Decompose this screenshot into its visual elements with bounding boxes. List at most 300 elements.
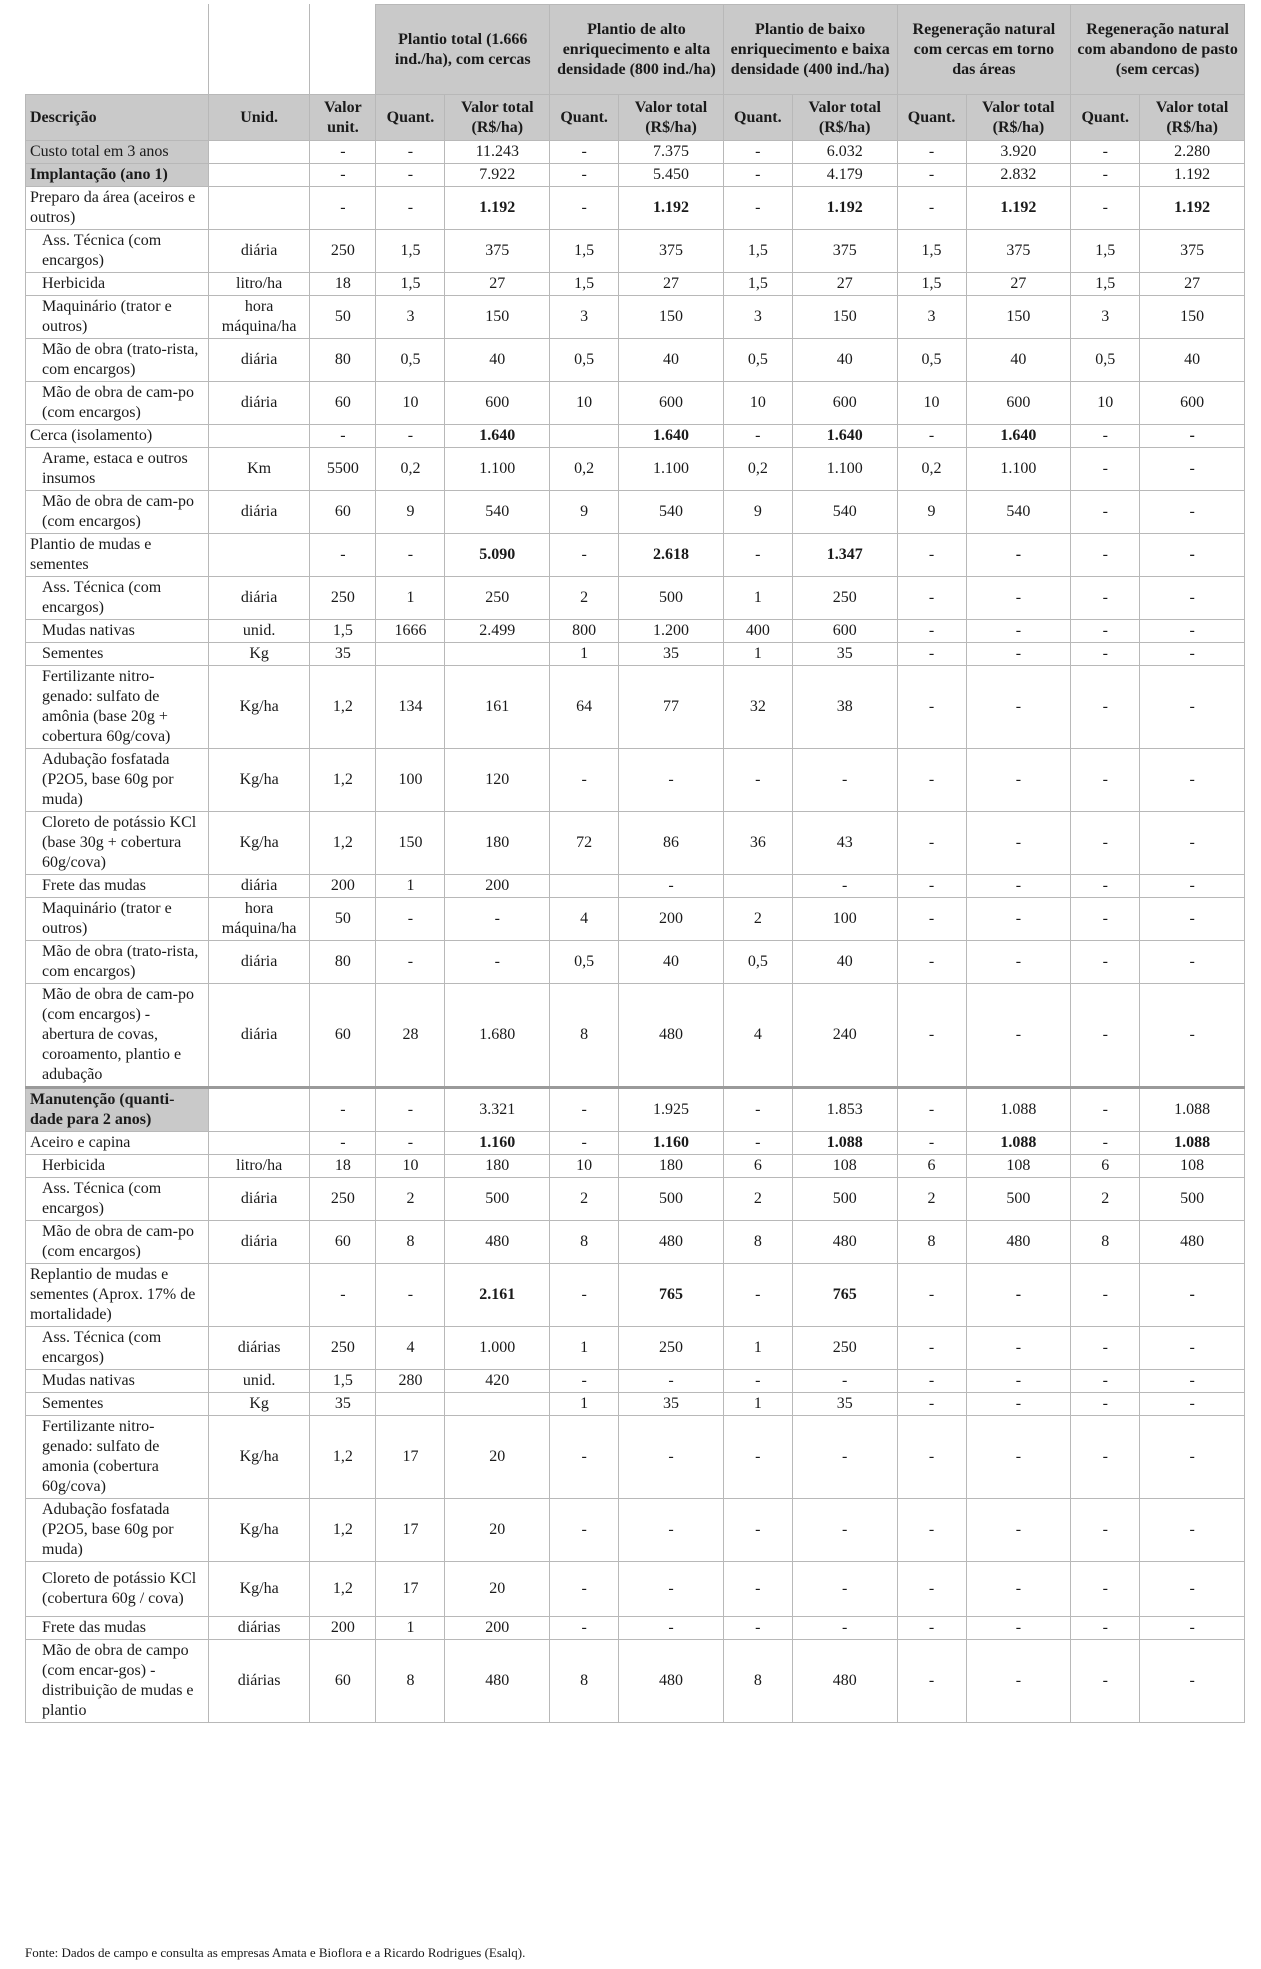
row-unit: diária xyxy=(208,491,310,534)
row-unit: Kg xyxy=(208,1393,310,1416)
row-total: - xyxy=(1140,941,1245,984)
row-unit: diária xyxy=(208,230,310,273)
row-total: 77 xyxy=(619,666,724,749)
table-row xyxy=(26,1088,1245,1132)
row-total: 2.161 xyxy=(445,1264,550,1327)
row-description: Ass. Técnica (com encargos) xyxy=(26,230,209,273)
row-quantity: 1,5 xyxy=(897,230,966,273)
row-quantity: - xyxy=(897,164,966,187)
row-total: 7.922 xyxy=(445,164,550,187)
row-unit: diária xyxy=(208,984,310,1088)
row-description: Cloreto de potássio KCl (cobertura 60g / cova) xyxy=(26,1562,209,1617)
row-quantity: 0,5 xyxy=(550,339,619,382)
row-quantity: - xyxy=(897,898,966,941)
group-header: Plantio de baixo enriquecimento e baixa densidade (400 ind./ha) xyxy=(723,5,897,95)
row-total: 40 xyxy=(619,339,724,382)
row-total: 250 xyxy=(445,577,550,620)
row-description: Fertilizante nitro-genado: sulfato de amônia (base 20g + cobertura 60g/cova) xyxy=(26,666,209,749)
row-quantity: 36 xyxy=(723,812,792,875)
row-total: 1.160 xyxy=(619,1132,724,1155)
row-quantity: - xyxy=(723,1617,792,1640)
table-row xyxy=(26,425,1245,448)
row-description: Sementes xyxy=(26,643,209,666)
row-quantity: 6 xyxy=(897,1155,966,1178)
row-total: 375 xyxy=(619,230,724,273)
row-unit-value: 1,2 xyxy=(310,1499,376,1562)
row-quantity: 0,5 xyxy=(550,941,619,984)
row-quantity: - xyxy=(897,1370,966,1393)
row-total: - xyxy=(966,749,1071,812)
row-quantity: 1,5 xyxy=(1071,230,1140,273)
row-quantity: 17 xyxy=(376,1416,445,1499)
row-total: - xyxy=(1140,1617,1245,1640)
row-total: - xyxy=(966,898,1071,941)
row-quantity: 1 xyxy=(376,875,445,898)
row-total: - xyxy=(445,898,550,941)
row-total: - xyxy=(966,620,1071,643)
table-row xyxy=(26,1264,1245,1327)
row-total: 480 xyxy=(619,1640,724,1723)
row-description: Mudas nativas xyxy=(26,1370,209,1393)
column-header-quant: Quant. xyxy=(723,95,792,141)
table-row xyxy=(26,666,1245,749)
row-total: 500 xyxy=(619,577,724,620)
table-row xyxy=(26,875,1245,898)
row-quantity: - xyxy=(1071,491,1140,534)
row-quantity: - xyxy=(550,1416,619,1499)
row-quantity: - xyxy=(723,1132,792,1155)
row-quantity: 1,5 xyxy=(897,273,966,296)
row-description: Plantio de mudas e sementes xyxy=(26,534,209,577)
row-quantity: - xyxy=(1071,448,1140,491)
row-total: - xyxy=(1140,749,1245,812)
row-quantity: - xyxy=(897,1640,966,1723)
row-total: 180 xyxy=(445,812,550,875)
row-quantity: - xyxy=(723,164,792,187)
row-unit: Kg/ha xyxy=(208,749,310,812)
row-description: Mão de obra de cam-po (com encargos) xyxy=(26,1221,209,1264)
row-unit-value: - xyxy=(310,1264,376,1327)
row-quantity: 1,5 xyxy=(1071,273,1140,296)
row-quantity: 2 xyxy=(550,577,619,620)
table-row xyxy=(26,1562,1245,1617)
row-total: 480 xyxy=(619,1221,724,1264)
row-quantity: 0,5 xyxy=(723,339,792,382)
row-quantity: 0,2 xyxy=(550,448,619,491)
row-quantity: 1 xyxy=(723,643,792,666)
row-quantity: 17 xyxy=(376,1499,445,1562)
row-total: 40 xyxy=(792,339,897,382)
row-description: Ass. Técnica (com encargos) xyxy=(26,577,209,620)
row-total: 150 xyxy=(1140,296,1245,339)
row-quantity: 0,5 xyxy=(1071,339,1140,382)
table-row xyxy=(26,164,1245,187)
row-quantity: 400 xyxy=(723,620,792,643)
table-row xyxy=(26,230,1245,273)
row-total xyxy=(445,1393,550,1416)
row-total: - xyxy=(1140,643,1245,666)
row-total: 500 xyxy=(619,1178,724,1221)
row-quantity: - xyxy=(897,577,966,620)
row-total: 5.090 xyxy=(445,534,550,577)
row-unit: unid. xyxy=(208,1370,310,1393)
row-description: Cloreto de potássio KCl (base 30g + cobertura 60g/cova) xyxy=(26,812,209,875)
table-row xyxy=(26,1370,1245,1393)
row-total: 4.179 xyxy=(792,164,897,187)
table-row xyxy=(26,1393,1245,1416)
row-quantity: 0,5 xyxy=(897,339,966,382)
row-quantity xyxy=(723,875,792,898)
row-unit-value: 1,5 xyxy=(310,620,376,643)
row-unit-value: 200 xyxy=(310,875,376,898)
row-quantity xyxy=(376,643,445,666)
row-total: - xyxy=(1140,812,1245,875)
row-quantity: - xyxy=(1071,577,1140,620)
group-header: Regeneração natural com cercas em torno das áreas xyxy=(897,5,1071,95)
row-unit-value: 250 xyxy=(310,230,376,273)
row-quantity: - xyxy=(1071,1132,1140,1155)
row-unit-value: 80 xyxy=(310,941,376,984)
row-total: - xyxy=(966,1499,1071,1562)
row-quantity: 0,2 xyxy=(723,448,792,491)
table-row xyxy=(26,382,1245,425)
row-total: 1.192 xyxy=(1140,164,1245,187)
row-quantity: 10 xyxy=(897,382,966,425)
row-description: Fertilizante nitro-genado: sulfato de amonia (cobertura 60g/cova) xyxy=(26,1416,209,1499)
row-total: - xyxy=(619,875,724,898)
row-quantity: - xyxy=(897,1088,966,1132)
row-unit: diárias xyxy=(208,1327,310,1370)
row-quantity: - xyxy=(550,141,619,164)
row-total: - xyxy=(966,1562,1071,1617)
table-row xyxy=(26,898,1245,941)
row-unit-value: 250 xyxy=(310,1178,376,1221)
row-total: - xyxy=(792,1416,897,1499)
row-total: 1.640 xyxy=(792,425,897,448)
column-header-quant: Quant. xyxy=(550,95,619,141)
row-unit-value: 200 xyxy=(310,1617,376,1640)
row-total: 1.100 xyxy=(619,448,724,491)
row-total: 40 xyxy=(792,941,897,984)
row-description: Frete das mudas xyxy=(26,875,209,898)
row-total: 1.853 xyxy=(792,1088,897,1132)
row-total: 1.088 xyxy=(966,1132,1071,1155)
row-quantity: - xyxy=(1071,749,1140,812)
row-quantity: 4 xyxy=(376,1327,445,1370)
row-description: Mão de obra de cam-po (com encargos) xyxy=(26,491,209,534)
row-total: 35 xyxy=(619,643,724,666)
row-unit-value: 18 xyxy=(310,273,376,296)
row-quantity: - xyxy=(897,812,966,875)
row-unit xyxy=(208,141,310,164)
row-unit: diária xyxy=(208,941,310,984)
row-quantity: 1,5 xyxy=(550,273,619,296)
row-total: 27 xyxy=(792,273,897,296)
row-total: 600 xyxy=(966,382,1071,425)
row-quantity: - xyxy=(897,1617,966,1640)
row-quantity: - xyxy=(723,425,792,448)
row-description: Mão de obra de campo (com encar-gos) - distribuição de mudas e plantio xyxy=(26,1640,209,1723)
row-total: - xyxy=(966,875,1071,898)
row-total: - xyxy=(1140,620,1245,643)
row-total: 5.450 xyxy=(619,164,724,187)
row-quantity: 100 xyxy=(376,749,445,812)
row-total: 43 xyxy=(792,812,897,875)
row-quantity: - xyxy=(897,1416,966,1499)
row-quantity: - xyxy=(550,1370,619,1393)
row-total: 3.920 xyxy=(966,141,1071,164)
row-unit: diária xyxy=(208,339,310,382)
table-row xyxy=(26,1640,1245,1723)
row-quantity: - xyxy=(897,1393,966,1416)
row-quantity: - xyxy=(723,1088,792,1132)
row-quantity: - xyxy=(376,187,445,230)
column-header-quant: Quant. xyxy=(376,95,445,141)
row-total: 540 xyxy=(792,491,897,534)
row-unit: litro/ha xyxy=(208,273,310,296)
row-quantity: - xyxy=(723,141,792,164)
row-unit-value: 1,2 xyxy=(310,812,376,875)
group-header: Plantio total (1.666 ind./ha), com cercas xyxy=(376,5,550,95)
column-header-quant: Quant. xyxy=(1071,95,1140,141)
table-row xyxy=(26,941,1245,984)
row-total: - xyxy=(1140,534,1245,577)
row-quantity: 10 xyxy=(550,382,619,425)
row-quantity: - xyxy=(723,1264,792,1327)
row-quantity: - xyxy=(897,749,966,812)
row-quantity: - xyxy=(897,941,966,984)
table-row xyxy=(26,339,1245,382)
row-description: Preparo da área (aceiros e outros) xyxy=(26,187,209,230)
column-header-quant: Quant. xyxy=(897,95,966,141)
row-quantity: - xyxy=(550,187,619,230)
row-quantity: - xyxy=(376,941,445,984)
row-quantity: 0,5 xyxy=(376,339,445,382)
row-total: 600 xyxy=(445,382,550,425)
row-quantity: - xyxy=(1071,941,1140,984)
table-row xyxy=(26,296,1245,339)
row-unit-value: 1,2 xyxy=(310,1562,376,1617)
row-quantity: - xyxy=(1071,620,1140,643)
row-quantity xyxy=(376,1393,445,1416)
row-quantity: - xyxy=(897,643,966,666)
row-quantity: - xyxy=(376,164,445,187)
row-description: Herbicida xyxy=(26,273,209,296)
row-unit: hora máquina/ha xyxy=(208,898,310,941)
row-total: 27 xyxy=(1140,273,1245,296)
row-total: 1.200 xyxy=(619,620,724,643)
row-total: - xyxy=(1140,491,1245,534)
row-quantity: - xyxy=(550,164,619,187)
row-quantity: - xyxy=(1071,875,1140,898)
row-total: - xyxy=(619,1370,724,1393)
row-quantity: 8 xyxy=(723,1221,792,1264)
row-total: 500 xyxy=(1140,1178,1245,1221)
row-total: - xyxy=(1140,1393,1245,1416)
row-total: - xyxy=(966,643,1071,666)
row-unit: Kg/ha xyxy=(208,1416,310,1499)
row-quantity: 10 xyxy=(376,382,445,425)
row-description: Maquinário (trator e outros) xyxy=(26,296,209,339)
row-quantity: 1 xyxy=(550,643,619,666)
table-row xyxy=(26,1221,1245,1264)
column-header-valor-total: Valor total (R$/ha) xyxy=(445,95,550,141)
table-row xyxy=(26,643,1245,666)
row-total: - xyxy=(792,1562,897,1617)
row-total: 250 xyxy=(792,577,897,620)
row-total: 38 xyxy=(792,666,897,749)
row-quantity: 8 xyxy=(550,1221,619,1264)
row-quantity: 134 xyxy=(376,666,445,749)
row-total: - xyxy=(966,577,1071,620)
row-quantity: 4 xyxy=(550,898,619,941)
row-total: - xyxy=(1140,577,1245,620)
row-quantity: - xyxy=(550,1617,619,1640)
row-total: 1.640 xyxy=(966,425,1071,448)
row-quantity: - xyxy=(723,1562,792,1617)
row-total: 200 xyxy=(445,1617,550,1640)
row-quantity: - xyxy=(1071,1264,1140,1327)
row-quantity: - xyxy=(1071,1617,1140,1640)
row-total: 3.321 xyxy=(445,1088,550,1132)
row-quantity: - xyxy=(1071,1499,1140,1562)
table-row xyxy=(26,1178,1245,1221)
row-quantity: 0,2 xyxy=(897,448,966,491)
row-total: - xyxy=(1140,1327,1245,1370)
row-total: - xyxy=(1140,448,1245,491)
row-total: - xyxy=(445,941,550,984)
row-total: - xyxy=(619,1562,724,1617)
row-quantity: - xyxy=(550,1562,619,1617)
row-total: - xyxy=(1140,984,1245,1088)
row-unit xyxy=(208,1132,310,1155)
row-quantity: 4 xyxy=(723,984,792,1088)
row-quantity: - xyxy=(376,534,445,577)
row-total: 150 xyxy=(966,296,1071,339)
row-unit-value: 5500 xyxy=(310,448,376,491)
row-unit xyxy=(208,187,310,230)
row-total: - xyxy=(966,1617,1071,1640)
row-quantity: - xyxy=(550,1499,619,1562)
row-unit-value: 60 xyxy=(310,491,376,534)
row-total: 86 xyxy=(619,812,724,875)
column-header-valor-unit: Valor unit. xyxy=(310,95,376,141)
row-unit-value: 1,2 xyxy=(310,666,376,749)
row-total: 500 xyxy=(445,1178,550,1221)
row-quantity: 1666 xyxy=(376,620,445,643)
row-quantity: 800 xyxy=(550,620,619,643)
table-row xyxy=(26,1132,1245,1155)
row-quantity: - xyxy=(897,187,966,230)
table-row xyxy=(26,141,1245,164)
row-total: 1.100 xyxy=(445,448,550,491)
row-quantity: - xyxy=(897,1562,966,1617)
row-description: Implantação (ano 1) xyxy=(26,164,209,187)
row-quantity: 3 xyxy=(1071,296,1140,339)
row-total: - xyxy=(1140,666,1245,749)
row-unit: Kg/ha xyxy=(208,666,310,749)
row-quantity: 3 xyxy=(897,296,966,339)
row-total: 480 xyxy=(792,1640,897,1723)
row-total: 375 xyxy=(1140,230,1245,273)
row-quantity: - xyxy=(1071,1562,1140,1617)
row-description: Mão de obra de cam-po (com encargos) - abertura de covas, coroamento, plantio e adubação xyxy=(26,984,209,1088)
row-total: - xyxy=(966,1640,1071,1723)
row-unit xyxy=(208,1264,310,1327)
source-note: Fonte: Dados de campo e consulta as empresas Amata e Bioflora e a Ricardo Rodrigues (Esalq). xyxy=(25,1945,526,1960)
row-quantity: 17 xyxy=(376,1562,445,1617)
row-total: 1.192 xyxy=(619,187,724,230)
row-quantity: - xyxy=(1071,534,1140,577)
row-total: - xyxy=(1140,1562,1245,1617)
row-quantity: - xyxy=(376,425,445,448)
column-header-row xyxy=(26,95,1245,141)
row-total: 27 xyxy=(966,273,1071,296)
row-quantity xyxy=(550,425,619,448)
group-header: Plantio de alto enriquecimento e alta densidade (800 ind./ha) xyxy=(550,5,724,95)
row-unit-value: 60 xyxy=(310,984,376,1088)
row-description: Mão de obra de cam-po (com encargos) xyxy=(26,382,209,425)
row-total: - xyxy=(792,749,897,812)
row-quantity: - xyxy=(897,141,966,164)
row-description: Herbicida xyxy=(26,1155,209,1178)
row-quantity: - xyxy=(1071,425,1140,448)
row-quantity: 2 xyxy=(897,1178,966,1221)
row-quantity: 1 xyxy=(723,1393,792,1416)
row-quantity: 2 xyxy=(1071,1178,1140,1221)
row-total: 6.032 xyxy=(792,141,897,164)
row-unit: diárias xyxy=(208,1617,310,1640)
row-unit: Kg/ha xyxy=(208,1499,310,1562)
row-quantity: 32 xyxy=(723,666,792,749)
row-quantity: 2 xyxy=(550,1178,619,1221)
table-row xyxy=(26,1416,1245,1499)
row-total: - xyxy=(792,875,897,898)
row-total: 180 xyxy=(619,1155,724,1178)
row-quantity: 8 xyxy=(550,1640,619,1723)
row-quantity: 150 xyxy=(376,812,445,875)
row-unit-value: - xyxy=(310,164,376,187)
row-quantity: - xyxy=(1071,1393,1140,1416)
row-quantity: - xyxy=(376,1088,445,1132)
row-quantity: - xyxy=(897,1327,966,1370)
table-row xyxy=(26,749,1245,812)
row-description: Mudas nativas xyxy=(26,620,209,643)
row-total: 540 xyxy=(445,491,550,534)
row-total: 480 xyxy=(966,1221,1071,1264)
row-unit-value: - xyxy=(310,1088,376,1132)
row-quantity: - xyxy=(897,984,966,1088)
row-total: 600 xyxy=(619,382,724,425)
blank-cell xyxy=(310,5,376,95)
row-quantity: 1,5 xyxy=(550,230,619,273)
row-total: 20 xyxy=(445,1562,550,1617)
row-total: 480 xyxy=(619,984,724,1088)
table-row xyxy=(26,448,1245,491)
row-unit-value: 250 xyxy=(310,1327,376,1370)
row-quantity: - xyxy=(723,187,792,230)
row-quantity: 10 xyxy=(376,1155,445,1178)
row-total: 40 xyxy=(619,941,724,984)
table-row xyxy=(26,491,1245,534)
row-quantity: 64 xyxy=(550,666,619,749)
row-quantity: - xyxy=(1071,666,1140,749)
row-description: Ass. Técnica (com encargos) xyxy=(26,1327,209,1370)
row-total: 420 xyxy=(445,1370,550,1393)
row-total: 1.088 xyxy=(966,1088,1071,1132)
row-total: 2.499 xyxy=(445,620,550,643)
row-unit-value: 60 xyxy=(310,1640,376,1723)
